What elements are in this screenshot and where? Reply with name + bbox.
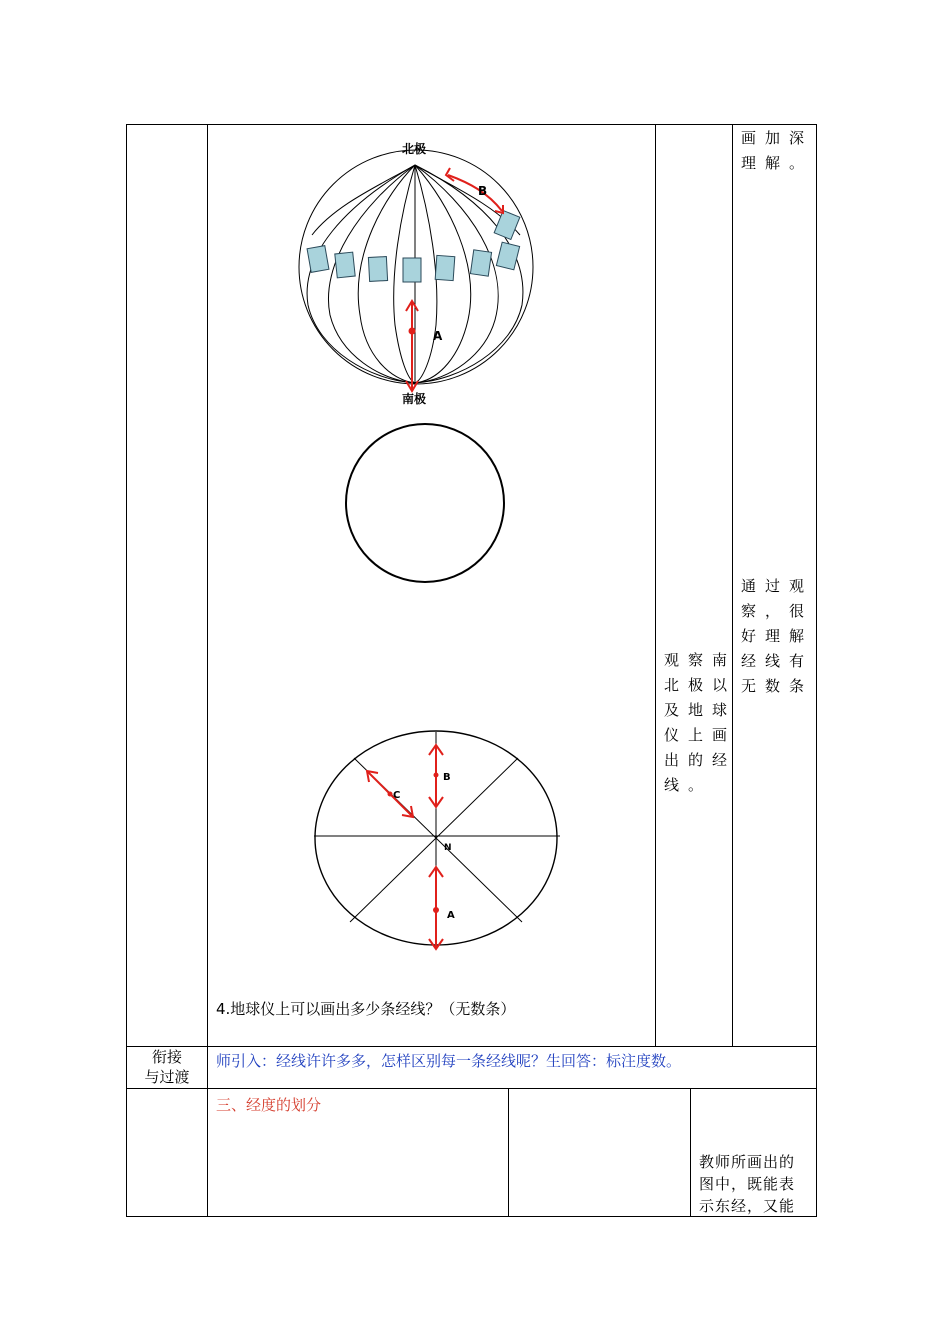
col-divider-1: [207, 124, 208, 1217]
sticker: [403, 258, 421, 282]
col-divider-3-upper: [732, 124, 733, 1046]
blank-circle: [346, 424, 504, 582]
activity-line: 观察南: [664, 651, 737, 669]
col-divider-3-lower: [690, 1088, 691, 1216]
transition-label: [127, 1047, 207, 1087]
sticker: [368, 257, 387, 282]
sticker: [335, 252, 355, 278]
note-line: 好理解: [741, 627, 814, 645]
arrowhead: [446, 168, 454, 181]
note-line: 无数条: [741, 677, 814, 695]
point-a: [433, 907, 439, 913]
south-pole-label: 南极: [402, 392, 427, 406]
sticker: [307, 246, 329, 273]
note-line: 察，很: [741, 602, 814, 620]
student-activity: [664, 648, 736, 798]
polar-view-figure: [310, 730, 570, 960]
label-n: N: [444, 843, 452, 853]
meridian: [307, 165, 415, 383]
label-b: B: [478, 184, 488, 198]
design-note-mid: [741, 574, 813, 699]
section-heading: 三、经度的划分: [216, 1096, 322, 1114]
activity-line: 线。: [664, 776, 713, 794]
col-divider-2-lower: [508, 1088, 509, 1216]
note-line: 经线有: [741, 652, 814, 670]
activity-line: 北极以: [664, 676, 737, 694]
activity-line: 出的经: [664, 751, 737, 769]
point-a: [409, 328, 416, 335]
transition-label-line: 衔接: [151, 1048, 182, 1066]
note-line: 示东经，又能: [699, 1197, 796, 1215]
question-text: 4.地球仪上可以画出多少条经线？（无数条）: [216, 1000, 516, 1018]
row-divider-2: [126, 1088, 817, 1089]
diameter: [350, 758, 518, 922]
design-note-top: [741, 126, 813, 176]
col-divider-2-upper: [655, 124, 656, 1046]
transition-label-line: 与过渡: [144, 1068, 190, 1086]
label-b: B: [443, 772, 451, 783]
sticker: [496, 242, 519, 270]
bottom-note: [699, 1151, 795, 1217]
label-a: A: [447, 910, 455, 921]
arrow-b: [448, 175, 502, 211]
note-line: 理解。: [741, 154, 814, 172]
table-border-right: [816, 124, 817, 1217]
point-b: [434, 773, 439, 778]
label-a: A: [433, 329, 443, 343]
blank-circle-figure: [340, 418, 510, 588]
point-c: [388, 792, 393, 797]
sticker: [435, 255, 455, 280]
note-line: 通过观: [741, 577, 814, 595]
activity-line: 仪上画: [664, 726, 737, 744]
north-pole-label: 北极: [402, 142, 427, 156]
label-c: C: [393, 790, 401, 801]
note-line: 教师所画出的: [699, 1153, 796, 1171]
table-border-top: [126, 124, 817, 125]
note-line: 画加深: [741, 129, 814, 147]
sticker: [470, 250, 491, 276]
row-divider-1: [126, 1046, 817, 1047]
note-line: 图中，既能表: [699, 1175, 796, 1193]
globe-meridian-figure: [290, 135, 550, 410]
activity-line: 及地球: [664, 701, 737, 719]
transition-text: 师引入：经线许许多多，怎样区别每一条经线呢？生回答：标注度数。: [216, 1052, 682, 1070]
